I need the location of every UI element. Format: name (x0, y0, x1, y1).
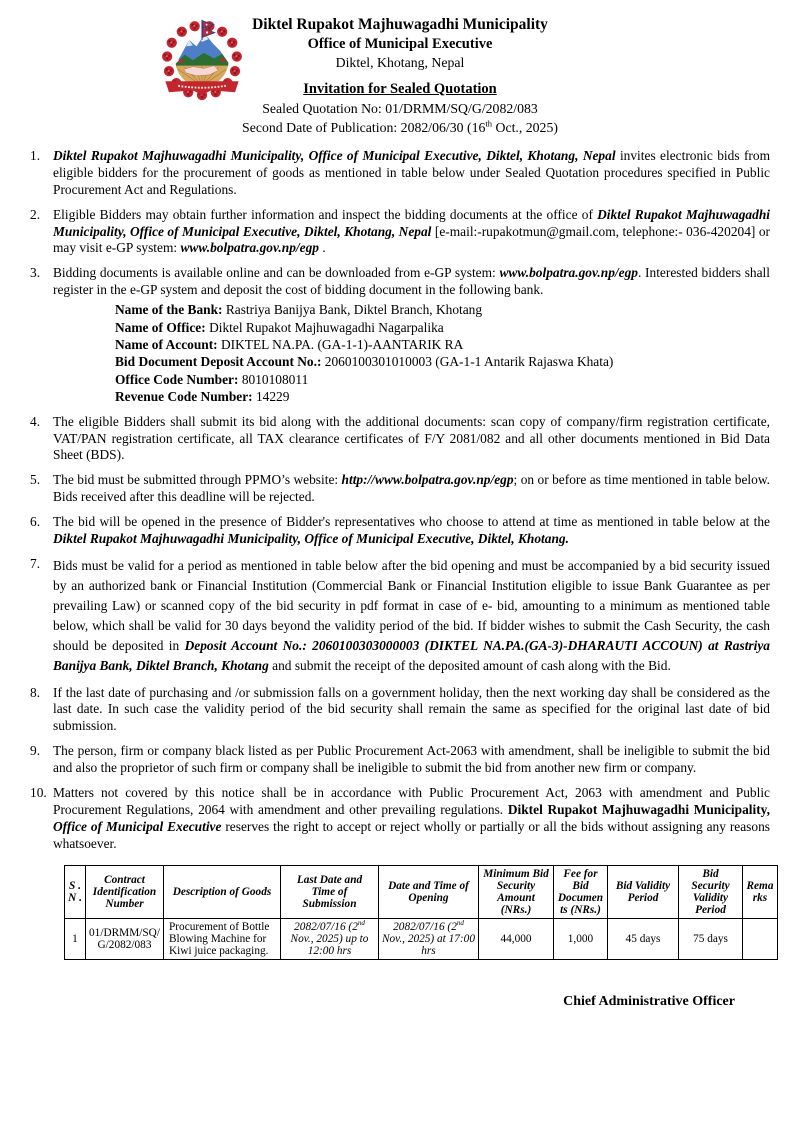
col-header-remarks: Remarks (743, 865, 778, 918)
cell-description: Procurement of Bottle Blowing Machine for Kiwi juice packaging. (164, 918, 281, 959)
cell-min-bid-security: 44,000 (479, 918, 554, 959)
publication-date-line: Second Date of Publication: 2082/06/30 (16th Oct., 2025) (242, 118, 558, 135)
notice-item-1 (30, 148, 770, 199)
table-row (65, 918, 778, 959)
document-masthead (30, 16, 770, 136)
col-header-document-fee: Fee for Bid Documents (NRs.) (554, 865, 608, 918)
quotation-details-table (64, 865, 778, 960)
item-number: 7. (30, 555, 41, 571)
municipality-emblem-logo (156, 18, 248, 106)
item-number: 6. (30, 514, 41, 530)
bank-detail-row (115, 336, 770, 353)
item-text: Matters not covered by this notice shall be in accordance with Public Procurement Act, 2063 with amendment and Public Procurement Regulations, 2064 with amendment and other prevailing regulations. Diktel Rupakot Majhuwagadhi Municipality, Office of Municipal Executive reserves the right to accept or reject wholly or partially or all the bids without assigning any reasons whatsoever. (53, 785, 770, 851)
item-text: Eligible Bidders may obtain further information and inspect the bidding documents at the office of Diktel Rupakot Majhuwagadhi Municipality, Office of Municipal Executive, Diktel, Khotang, Nepal [e-mail:-rupakotmun@gmail.com, telephone:- 036-420204] or may visit e-GP system: www.bolpatra.gov.np/egp . (53, 206, 770, 256)
bank-detail-row (115, 371, 770, 388)
quotation-number-line: Sealed Quotation No: 01/DRMM/SQ/G/2082/083 (262, 101, 538, 116)
item-text: Bidding documents is available online and can be downloaded from e-GP system: www.bolpatra.gov.np/egp. Interested bidders shall register in the e-GP system and deposit the cost of bidding document in the following bank. (53, 265, 770, 298)
document-title: Invitation for Sealed Quotation (303, 81, 497, 97)
item-number: 1. (30, 148, 41, 163)
item-text: Bids must be valid for a period as mentioned in table below after the bid opening and must be accompanied by a bid security issued by an authorized bank or Financial Institution (Commercial Bank or Financial Institution eligible to issue Bank Guarantee as per prevailing Law) or scanned copy of the bid security in pdf format in case of e- bid, amounting to a minimum as mentioned table below, which shall be valid for 30 days beyond the validity period of the bid. If bidder wishes to submit the Cash Security, the cash should be deposited in Deposit Account No.: 2060100303000003 (DIKTEL NA.PA.(GA-3)-DHARAUTI ACCOUN) at Rastriya Banijya Bank, Diktel Branch, Khotang and submit the receipt of the deposited amount of cash along with the Bid. (53, 557, 770, 674)
col-header-description: Description of Goods (164, 865, 281, 918)
bank-detail-value: Rastriya Banijya Bank, Diktel Branch, Khotang (222, 302, 483, 318)
bank-detail-value: DIKTEL NA.PA. (GA-1-1)-AANTARIK RA (217, 336, 464, 352)
notice-item-8 (30, 685, 770, 736)
cell-security-validity: 75 days (679, 918, 743, 959)
bank-detail-label: Bid Document Deposit Account No.: (115, 354, 322, 370)
cell-document-fee: 1,000 (554, 918, 608, 959)
item-number: 8. (30, 684, 41, 700)
office-name: Office of Municipal Executive (307, 36, 493, 52)
notice-item-10 (30, 785, 770, 853)
bank-detail-label: Office Code Number: (115, 371, 239, 387)
item-number: 10. (30, 785, 47, 800)
item-text: Diktel Rupakot Majhuwagadhi Municipality, Office of Municipal Executive, Diktel, Khotang, Nepal invites electronic bids from eligible bidders for the procurement of goods as mentioned in table below under Sealed Quotation procedures specified in Public Procurement Act and Regulations. (53, 148, 770, 197)
item-text: The bid must be submitted through PPMO’s website: http://www.bolpatra.gov.np/egp; on or before as time mentioned in table below. Bids received after this deadline will be rejected. (53, 472, 770, 505)
cell-submission-datetime: 2082/07/16 (2nd Nov., 2025) up to 12:00 hrs (281, 918, 379, 959)
bank-detail-label: Name of Office: (115, 319, 206, 335)
bank-detail-row (115, 353, 770, 370)
notice-item-5 (30, 472, 770, 506)
bank-detail-value: Diktel Rupakot Majhuwagadhi Nagarpalika (205, 319, 444, 335)
office-address: Diktel, Khotang, Nepal (335, 55, 465, 70)
notice-item-2 (30, 207, 770, 258)
table-header-row (65, 865, 778, 918)
bank-detail-value: 2060100301010003 (GA-1-1 Antarik Rajaswa Khata) (321, 354, 614, 370)
item-number: 2. (30, 206, 41, 222)
col-header-submission: Last Date and Time of Submission (281, 865, 379, 918)
notice-item-4 (30, 414, 770, 465)
item-text: The bid will be opened in the presence of Bidder's representatives who choose to attend at time as mentioned in table below at the Diktel Rupakot Majhuwagadhi Municipality, Office of Municipal Executive, Diktel, Khotang. (53, 514, 770, 546)
signatory-title: Chief Administrative Officer (563, 993, 735, 1009)
cell-remarks (743, 918, 778, 959)
bank-detail-row (115, 388, 770, 405)
notice-item-9 (30, 743, 770, 777)
col-header-sn: S . N . (65, 865, 86, 918)
notice-item-6 (30, 514, 770, 548)
bank-detail-label: Revenue Code Number: (115, 389, 253, 405)
item-number: 3. (30, 265, 41, 281)
item-number: 4. (30, 413, 41, 429)
col-header-min-bid-security: Minimum Bid Security Amount (NRs.) (479, 865, 554, 918)
item-text: The eligible Bidders shall submit its bid along with the additional documents: scan copy of company/firm registration certificate, VAT/PAN registration certificate, all TAX clearance certificates of F/Y 2081/082 and all other documents mentioned in Bid Data Sheet (BDS). (53, 413, 770, 463)
item-number: 5. (30, 472, 41, 488)
item-number: 9. (30, 743, 41, 759)
col-header-bid-validity: Bid Validity Period (608, 865, 679, 918)
bank-detail-value: 8010108011 (238, 371, 309, 387)
notice-body (30, 148, 770, 853)
item-text: The person, firm or company black listed as per Public Procurement Act-2063 with amendment, shall be ineligible to submit the bid and also the proprietor of such firm or company shall be ineligible to submit the bid from another new firm or company. (53, 743, 770, 776)
col-header-contract-id: Contract Identification Number (86, 865, 164, 918)
bank-detail-value: 14229 (252, 389, 290, 405)
col-header-opening: Date and Time of Opening (379, 865, 479, 918)
cell-contract-id: 01/DRMM/SQ/G/2082/083 (86, 918, 164, 959)
col-header-security-validity: Bid Security Validity Period (679, 865, 743, 918)
cell-bid-validity: 45 days (608, 918, 679, 959)
item-text: If the last date of purchasing and /or submission falls on a government holiday, then the next working day shall be considered as the last date. In such case the validity period of the bid security shall remain the same as specified for the original last date of bid submission. (53, 684, 770, 734)
municipality-name: Diktel Rupakot Majhuwagadhi Municipality (252, 16, 548, 33)
bank-details-block (115, 301, 770, 406)
cell-opening-datetime: 2082/07/16 (2nd Nov., 2025) at 17:00 hrs (379, 918, 479, 959)
bank-detail-row (115, 319, 770, 336)
cell-sn: 1 (65, 918, 86, 959)
notice-item-7 (30, 556, 770, 677)
notice-item-3 (30, 265, 770, 299)
bank-detail-label: Name of Account: (115, 336, 218, 352)
bank-detail-label: Name of the Bank: (115, 302, 223, 318)
bank-detail-row (115, 301, 770, 318)
